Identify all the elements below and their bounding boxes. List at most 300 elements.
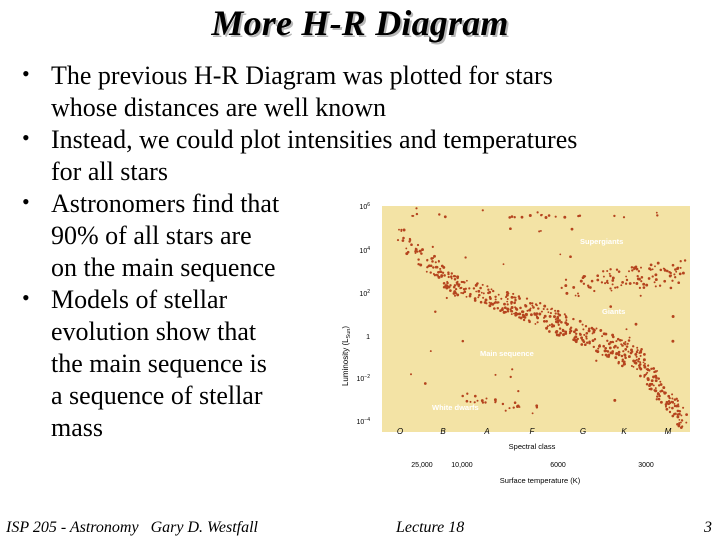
hr-diagram-figure xyxy=(340,196,700,490)
star-dot xyxy=(519,307,522,310)
star-dot xyxy=(638,358,640,360)
star-dot xyxy=(431,260,434,263)
star-dot xyxy=(518,312,521,315)
star-dot xyxy=(610,341,613,344)
star-dot xyxy=(538,230,540,232)
star-dot xyxy=(420,252,423,255)
temperature-label: 3000 xyxy=(638,462,654,469)
star-dot xyxy=(630,352,633,355)
star-dot xyxy=(640,355,642,357)
star-dot xyxy=(492,290,494,292)
star-dot xyxy=(557,313,559,315)
star-dot xyxy=(593,290,595,292)
star-dot xyxy=(670,274,672,276)
star-dot xyxy=(547,311,549,313)
star-dot xyxy=(486,285,488,287)
star-dot xyxy=(636,368,638,370)
star-dot xyxy=(582,276,585,279)
star-dot xyxy=(513,296,515,298)
star-dot xyxy=(580,280,583,283)
star-dot xyxy=(638,352,640,354)
y-tick-label: $10^{-2}$ xyxy=(356,374,370,383)
bullet-line: whose distances are well known xyxy=(51,93,387,122)
star-dot xyxy=(623,360,626,363)
star-dot xyxy=(575,333,577,335)
star-dot xyxy=(564,331,567,334)
star-dot xyxy=(580,343,583,346)
star-dot xyxy=(609,273,611,275)
bullet-line: for all stars xyxy=(51,157,168,186)
star-dot xyxy=(543,308,545,310)
star-dot xyxy=(662,386,665,389)
star-dot xyxy=(633,366,635,368)
slide-title: More H-R Diagram xyxy=(211,3,509,43)
star-dot xyxy=(473,287,475,289)
star-dot xyxy=(482,284,484,286)
star-dot xyxy=(610,352,613,355)
star-dot xyxy=(652,375,655,378)
star-dot xyxy=(656,398,658,400)
y-tick-label: $10^4$ xyxy=(359,246,370,255)
star-dot xyxy=(653,389,655,391)
star-dot xyxy=(444,215,447,218)
star-dot xyxy=(601,281,603,283)
spectral-class-label: K xyxy=(621,427,627,436)
diagram-background xyxy=(382,206,690,432)
star-dot xyxy=(672,264,675,267)
star-dot xyxy=(543,320,545,322)
star-dot xyxy=(450,275,453,278)
star-dot xyxy=(635,282,638,285)
y-axis-label-end: ) xyxy=(341,325,350,329)
star-dot xyxy=(532,412,534,414)
star-dot xyxy=(643,353,646,356)
star-dot xyxy=(415,248,417,250)
star-dot xyxy=(674,403,676,405)
star-dot xyxy=(561,287,563,289)
star-dot xyxy=(676,415,679,418)
star-dot xyxy=(633,282,635,284)
star-dot xyxy=(493,307,496,310)
star-dot xyxy=(575,295,577,297)
star-dot xyxy=(498,294,500,296)
star-dot xyxy=(614,287,616,289)
star-dot xyxy=(608,356,610,358)
star-dot xyxy=(655,379,658,382)
star-dot xyxy=(432,246,434,248)
star-dot xyxy=(426,271,428,273)
star-dot xyxy=(652,268,654,270)
star-dot xyxy=(483,292,485,294)
spectral-class-label: M xyxy=(664,427,672,436)
bullet-line: the main sequence is xyxy=(51,349,267,378)
star-dot xyxy=(680,422,682,424)
star-dot xyxy=(666,270,669,273)
star-dot xyxy=(609,287,611,289)
star-dot xyxy=(438,213,440,215)
star-dot xyxy=(409,238,411,240)
star-dot xyxy=(635,266,638,269)
star-dot xyxy=(489,296,491,298)
star-dot xyxy=(538,313,541,316)
star-dot xyxy=(596,279,599,282)
star-dot xyxy=(654,273,657,276)
star-dot xyxy=(565,322,567,324)
star-dot xyxy=(640,280,642,282)
star-dot xyxy=(398,229,400,231)
star-dot xyxy=(534,323,536,325)
star-dot xyxy=(639,375,642,378)
star-dot xyxy=(631,266,633,268)
star-dot xyxy=(613,399,616,402)
star-dot xyxy=(456,276,458,278)
star-dot xyxy=(602,270,604,272)
star-dot xyxy=(637,349,639,351)
star-dot xyxy=(555,330,558,333)
star-dot xyxy=(460,292,462,294)
star-dot xyxy=(584,343,587,346)
star-dot xyxy=(656,212,658,214)
star-dot xyxy=(579,333,581,335)
star-dot xyxy=(402,237,405,240)
y-tick-label: 1 xyxy=(366,334,370,341)
star-dot xyxy=(660,401,663,404)
star-dot xyxy=(573,330,576,333)
star-dot xyxy=(615,340,617,342)
bullet-item xyxy=(22,124,712,188)
star-dot xyxy=(454,278,457,281)
star-dot xyxy=(618,353,621,356)
star-dot xyxy=(530,307,532,309)
star-dot xyxy=(451,278,453,280)
star-dot xyxy=(639,361,641,363)
star-dot xyxy=(516,308,519,311)
star-dot xyxy=(588,329,591,332)
star-dot xyxy=(484,401,486,403)
star-dot xyxy=(651,383,654,386)
star-dot xyxy=(621,344,624,347)
star-dot xyxy=(474,299,477,302)
star-dot xyxy=(663,268,665,270)
star-dot xyxy=(543,305,546,308)
star-dot xyxy=(654,265,656,267)
star-dot xyxy=(671,407,674,410)
star-dot xyxy=(454,284,456,286)
star-dot xyxy=(479,287,482,290)
star-dot xyxy=(613,215,615,217)
star-dot xyxy=(645,284,648,287)
star-dot xyxy=(671,398,673,400)
label-white-dwarfs: White dwarfs xyxy=(432,403,479,412)
star-dot xyxy=(535,404,538,407)
y-tick-label: $10^{-4}$ xyxy=(356,417,370,426)
star-dot xyxy=(513,301,516,304)
star-dot xyxy=(512,293,514,295)
star-dot xyxy=(531,302,533,304)
star-dot xyxy=(604,282,606,284)
star-dot xyxy=(524,316,527,319)
star-dot xyxy=(656,214,658,216)
star-dot xyxy=(554,310,556,312)
star-dot xyxy=(586,341,588,343)
star-dot xyxy=(402,239,405,242)
y-tick-label: $10^6$ xyxy=(359,202,370,211)
star-dot xyxy=(414,250,416,252)
star-dot xyxy=(508,216,511,219)
star-dot xyxy=(592,328,595,331)
star-dot xyxy=(490,302,493,305)
star-dot xyxy=(673,273,675,275)
star-dot xyxy=(675,413,677,415)
star-dot xyxy=(650,388,653,391)
star-dot xyxy=(541,214,543,216)
star-dot xyxy=(455,292,457,294)
star-dot xyxy=(487,289,489,291)
star-dot xyxy=(643,374,646,377)
star-dot xyxy=(417,244,419,246)
star-dot xyxy=(548,330,551,333)
star-dot xyxy=(419,264,422,267)
star-dot xyxy=(653,384,655,386)
star-dot xyxy=(617,362,619,364)
bullet-line: The previous H-R Diagram was plotted for stars xyxy=(51,61,553,90)
star-dot xyxy=(639,287,641,289)
star-dot xyxy=(520,317,523,320)
star-dot xyxy=(657,393,660,396)
star-dot xyxy=(625,276,627,278)
star-dot xyxy=(474,395,477,398)
star-dot xyxy=(624,357,627,360)
star-dot xyxy=(553,315,556,318)
star-dot xyxy=(648,369,650,371)
star-dot xyxy=(650,264,653,267)
star-dot xyxy=(494,296,496,298)
star-dot xyxy=(505,296,507,298)
star-dot xyxy=(535,303,537,305)
star-dot xyxy=(529,302,531,304)
star-dot xyxy=(555,312,557,314)
star-dot xyxy=(476,282,478,284)
star-dot xyxy=(518,295,520,297)
star-dot xyxy=(514,299,516,301)
star-dot xyxy=(643,286,646,289)
star-dot xyxy=(417,258,419,260)
star-dot xyxy=(411,215,413,217)
star-dot xyxy=(618,351,621,354)
star-dot xyxy=(652,367,655,370)
star-dot xyxy=(468,287,470,289)
star-dot xyxy=(628,270,630,272)
label-main-sequence: Main sequence xyxy=(480,349,534,358)
star-dot xyxy=(557,310,560,313)
star-dot xyxy=(517,390,519,392)
star-dot xyxy=(555,320,558,323)
star-dot xyxy=(582,328,584,330)
star-dot xyxy=(647,364,649,366)
star-dot xyxy=(613,346,616,349)
star-dot xyxy=(435,261,437,263)
star-dot xyxy=(491,288,493,290)
star-dot xyxy=(663,280,666,283)
star-dot xyxy=(524,304,526,306)
star-dot xyxy=(545,216,548,219)
star-dot xyxy=(482,401,484,403)
bullet-line: Instead, we could plot intensities and temperatures xyxy=(51,125,578,154)
star-dot xyxy=(679,273,682,276)
temperature-label: 10,000 xyxy=(451,462,473,469)
star-dot xyxy=(657,377,660,380)
star-dot xyxy=(407,251,410,254)
star-dot xyxy=(588,342,591,345)
star-dot xyxy=(606,340,608,342)
bullet-dot: • xyxy=(22,125,30,150)
star-dot xyxy=(477,400,479,402)
star-dot xyxy=(654,370,657,373)
star-dot xyxy=(601,335,603,337)
star-dot xyxy=(580,336,583,339)
star-dot xyxy=(537,307,539,309)
star-dot xyxy=(669,411,671,413)
star-dot xyxy=(536,312,539,315)
star-dot xyxy=(655,285,657,287)
star-dot xyxy=(671,401,673,403)
star-dot xyxy=(625,283,627,285)
star-dot xyxy=(528,320,530,322)
star-dot xyxy=(626,345,629,348)
star-dot xyxy=(569,328,571,330)
star-dot xyxy=(460,287,462,289)
star-dot xyxy=(579,320,582,323)
star-dot xyxy=(446,297,448,299)
y-tick-label: $10^2$ xyxy=(359,289,370,298)
star-dot xyxy=(465,288,467,290)
star-dot xyxy=(510,376,512,378)
star-dot xyxy=(494,374,496,376)
star-dot xyxy=(495,298,497,300)
star-dot xyxy=(548,214,551,217)
star-dot xyxy=(564,284,567,287)
star-dot xyxy=(439,268,441,270)
star-dot xyxy=(612,336,615,339)
star-dot xyxy=(513,406,515,408)
star-dot xyxy=(461,395,464,398)
star-dot xyxy=(503,263,505,265)
star-dot xyxy=(434,310,436,312)
star-dot xyxy=(571,228,574,231)
star-dot xyxy=(680,414,682,416)
star-dot xyxy=(623,342,625,344)
star-dot xyxy=(636,356,638,358)
star-dot xyxy=(451,272,453,274)
star-dot xyxy=(627,351,629,353)
star-dot xyxy=(671,415,674,418)
star-dot xyxy=(563,216,566,219)
star-dot xyxy=(543,317,545,319)
bullet-line: 90% of all stars are xyxy=(51,221,252,250)
star-dot xyxy=(621,355,624,358)
star-dot xyxy=(644,363,646,365)
star-dot xyxy=(647,377,650,380)
star-dot xyxy=(442,266,445,269)
star-dot xyxy=(650,368,652,370)
star-dot xyxy=(443,286,446,289)
star-dot xyxy=(675,271,677,273)
star-dot xyxy=(616,286,618,288)
star-dot xyxy=(612,283,614,285)
star-dot xyxy=(522,314,525,317)
star-dot xyxy=(669,407,671,409)
star-dot xyxy=(585,325,587,327)
y-axis-label-sub: Sun xyxy=(346,328,352,339)
star-dot xyxy=(550,308,552,310)
star-dot xyxy=(397,239,399,241)
y-tick-labels xyxy=(357,202,371,426)
star-dot xyxy=(466,296,468,298)
star-dot xyxy=(677,400,679,402)
star-dot xyxy=(515,312,518,315)
star-dot xyxy=(529,214,532,217)
bullet-dot: • xyxy=(22,61,30,86)
star-dot xyxy=(646,383,649,386)
star-dot xyxy=(508,407,510,409)
star-dot xyxy=(466,393,468,395)
star-dot xyxy=(510,301,513,304)
star-dot xyxy=(443,274,446,277)
star-dot xyxy=(589,286,592,289)
star-dot xyxy=(558,319,560,321)
star-dot xyxy=(621,365,624,368)
star-dot xyxy=(487,292,489,294)
star-dot xyxy=(449,289,452,292)
star-dot xyxy=(674,405,676,407)
star-dot xyxy=(432,257,434,259)
star-dot xyxy=(503,303,506,306)
star-dot xyxy=(508,292,510,294)
star-dot xyxy=(599,346,601,348)
star-dot xyxy=(666,408,669,411)
star-dot xyxy=(651,379,654,382)
star-dot xyxy=(634,362,637,365)
star-dot xyxy=(620,284,622,286)
star-dot xyxy=(521,216,524,219)
star-dot xyxy=(558,324,560,326)
star-dot xyxy=(514,216,516,218)
star-dot xyxy=(403,229,406,232)
star-dot xyxy=(572,318,574,320)
star-dot xyxy=(667,395,670,398)
star-dot xyxy=(629,337,631,339)
star-dot xyxy=(668,271,670,273)
star-dot xyxy=(458,285,460,287)
temperature-label: 6000 xyxy=(550,462,566,469)
bullet-line: evolution show that xyxy=(51,317,257,346)
star-dot xyxy=(594,338,596,340)
star-dot xyxy=(509,308,511,310)
star-dot xyxy=(685,413,688,416)
star-dot xyxy=(546,327,548,329)
star-dot xyxy=(627,343,629,345)
star-dot xyxy=(641,276,644,279)
spectral-class-label: B xyxy=(440,427,446,436)
star-dot xyxy=(626,279,628,281)
star-dot xyxy=(521,310,524,313)
star-dot xyxy=(509,227,512,230)
star-dot xyxy=(678,410,680,412)
star-dot xyxy=(511,313,513,315)
star-dot xyxy=(674,276,676,278)
star-dot xyxy=(671,280,673,282)
star-dot xyxy=(676,398,678,400)
